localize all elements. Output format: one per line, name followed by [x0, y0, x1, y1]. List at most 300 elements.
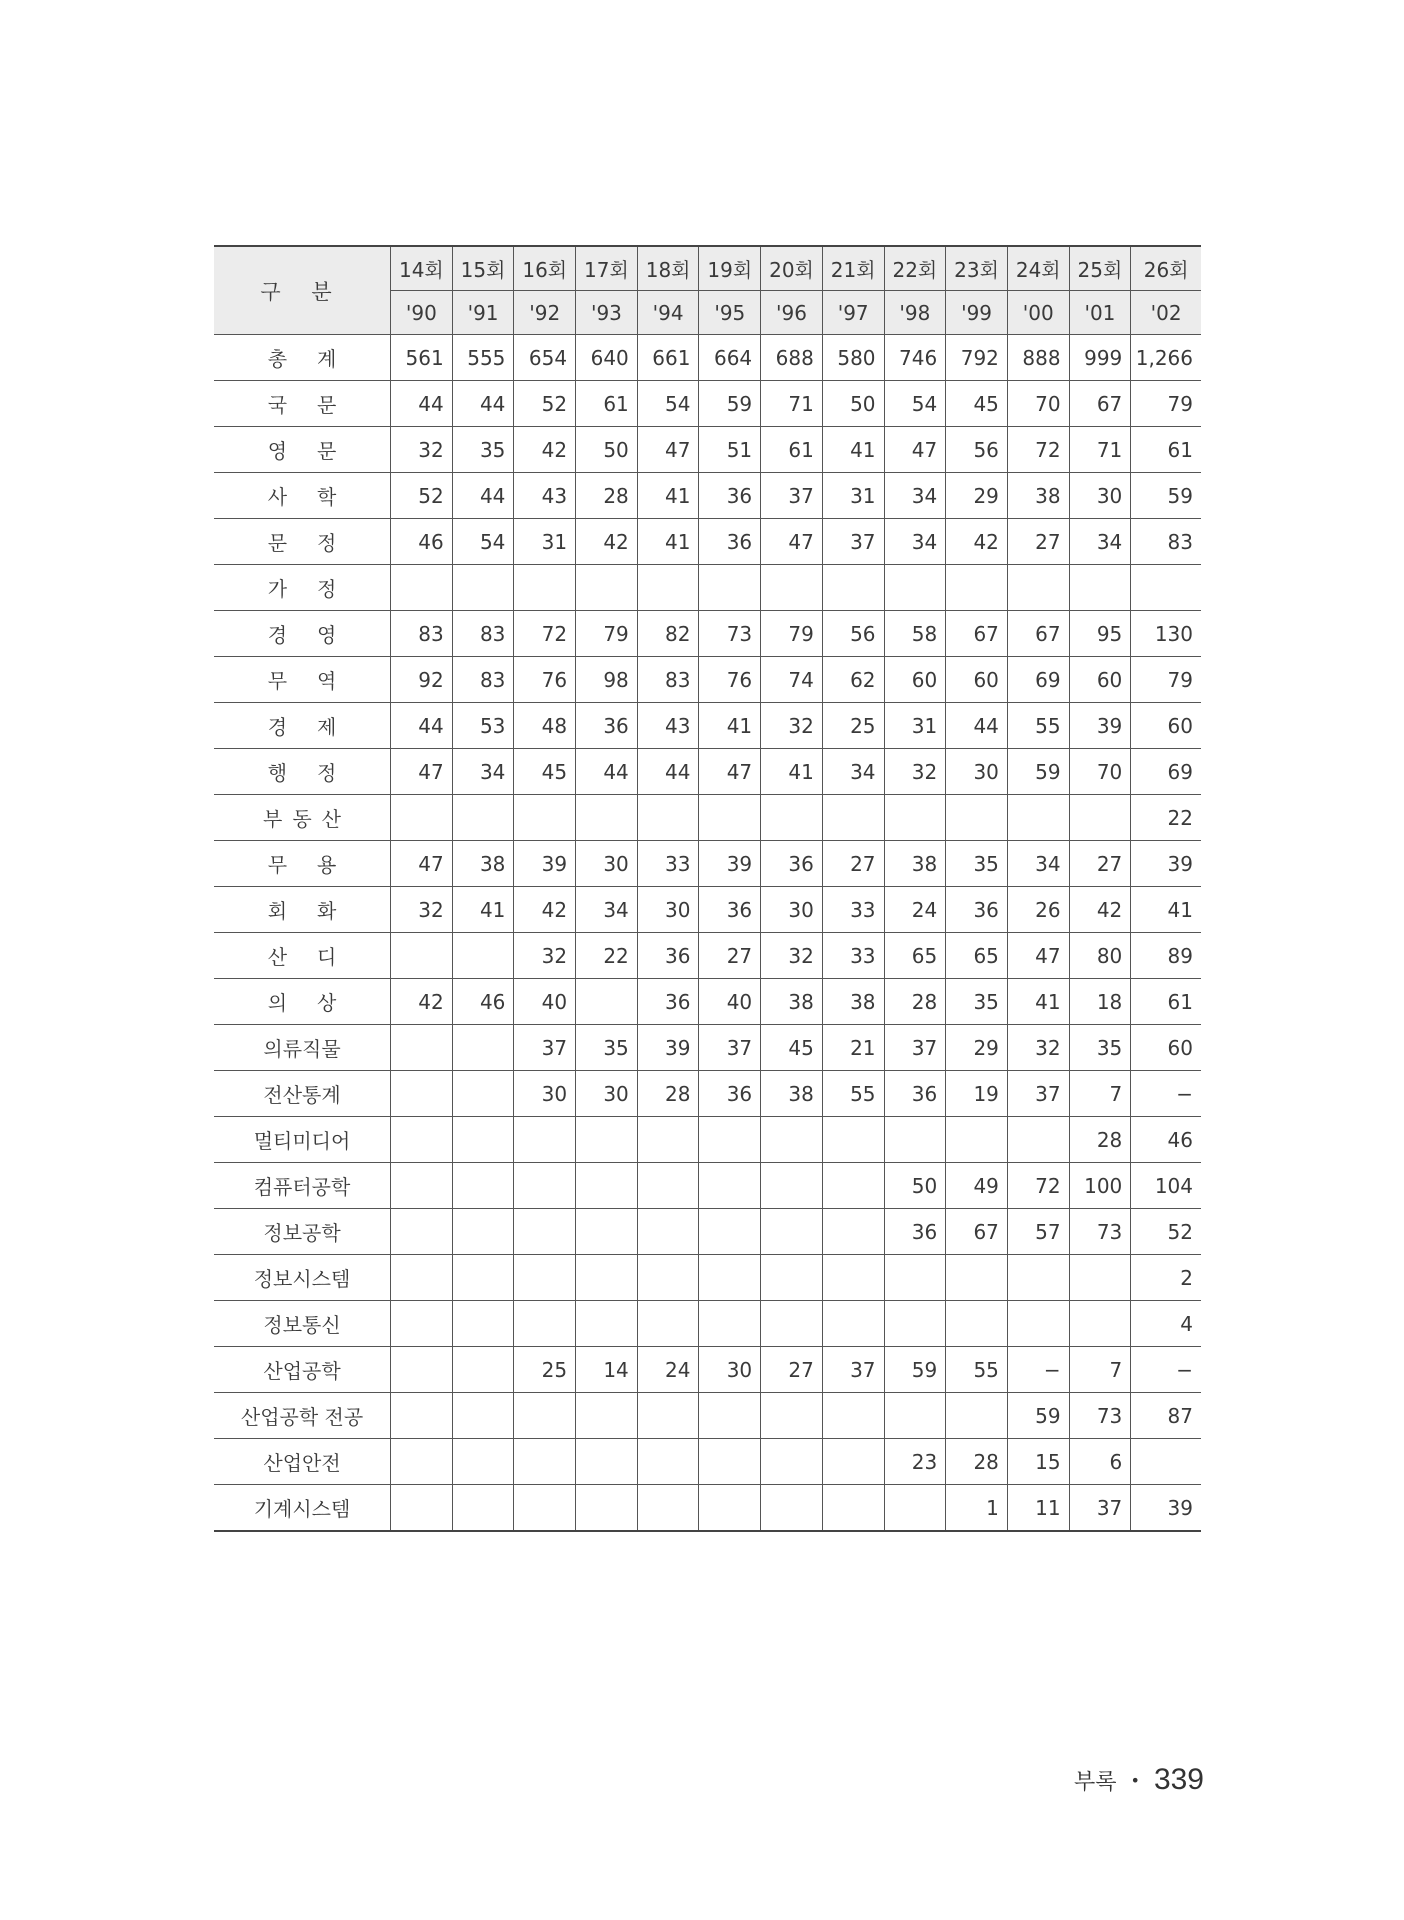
table-cell: 39 [1069, 703, 1131, 749]
table-cell: 27 [822, 841, 884, 887]
table-cell: 25 [822, 703, 884, 749]
table-cell: 46 [1131, 1117, 1201, 1163]
table-cell: 50 [822, 381, 884, 427]
table-cell: 35 [946, 841, 1008, 887]
row-label: 경영 [214, 611, 391, 657]
table-cell [822, 1439, 884, 1485]
table-cell: 25 [514, 1347, 576, 1393]
table-cell: 70 [1069, 749, 1131, 795]
table-cell [391, 1071, 453, 1117]
table-row [214, 611, 1201, 657]
table-cell [761, 1393, 823, 1439]
session-header: 16회 [514, 246, 576, 291]
table-cell: 53 [452, 703, 514, 749]
table-cell: 48 [514, 703, 576, 749]
table-cell: 95 [1069, 611, 1131, 657]
table-cell [576, 1163, 638, 1209]
table-cell: 59 [1131, 473, 1201, 519]
table-cell [884, 565, 946, 611]
session-header: 24회 [1007, 246, 1069, 291]
table-cell: 34 [1007, 841, 1069, 887]
table-cell: 47 [699, 749, 761, 795]
table-row [214, 1209, 1201, 1255]
table-cell: 44 [391, 703, 453, 749]
table-cell [514, 565, 576, 611]
table-cell [822, 1163, 884, 1209]
table-cell: 67 [946, 1209, 1008, 1255]
table-cell [761, 1209, 823, 1255]
table-cell [391, 1255, 453, 1301]
table-cell: 39 [637, 1025, 699, 1071]
table-cell: 29 [946, 473, 1008, 519]
table-cell [514, 1439, 576, 1485]
row-label: 총계 [214, 335, 391, 381]
table-cell [884, 795, 946, 841]
table-cell [391, 1347, 453, 1393]
table-cell [452, 1393, 514, 1439]
table-cell: 74 [761, 657, 823, 703]
table-cell [699, 1163, 761, 1209]
table-cell: 47 [637, 427, 699, 473]
table-cell: 35 [576, 1025, 638, 1071]
table-cell [1131, 565, 1201, 611]
table-cell: 52 [514, 381, 576, 427]
table-cell: 71 [1069, 427, 1131, 473]
table-cell: 73 [699, 611, 761, 657]
table-cell [391, 933, 453, 979]
year-header: '01 [1069, 291, 1131, 335]
table-cell: 36 [699, 473, 761, 519]
table-cell: 76 [514, 657, 576, 703]
category-header: 구 분 [214, 246, 391, 335]
table-row [214, 1255, 1201, 1301]
table-cell: 32 [1007, 1025, 1069, 1071]
table-cell: 33 [822, 887, 884, 933]
footer-separator: • [1130, 1771, 1140, 1790]
table-cell: 76 [699, 657, 761, 703]
table-cell [452, 1301, 514, 1347]
table-cell [514, 1117, 576, 1163]
table-cell: 83 [391, 611, 453, 657]
table-row [214, 795, 1201, 841]
year-header: '91 [452, 291, 514, 335]
table-cell: 45 [514, 749, 576, 795]
row-label: 정보공학 [214, 1209, 391, 1255]
table-cell: 72 [1007, 427, 1069, 473]
table-cell: 60 [1069, 657, 1131, 703]
table-row [214, 335, 1201, 381]
table-cell: 44 [637, 749, 699, 795]
table-cell [761, 1485, 823, 1532]
table-cell: 32 [761, 933, 823, 979]
table-cell: 42 [1069, 887, 1131, 933]
table-cell [1007, 1255, 1069, 1301]
table-cell: 555 [452, 335, 514, 381]
table-cell: 15 [1007, 1439, 1069, 1485]
table-cell: 38 [822, 979, 884, 1025]
table-cell: 33 [637, 841, 699, 887]
table-cell [452, 1163, 514, 1209]
table-cell: 55 [822, 1071, 884, 1117]
table-cell: 27 [761, 1347, 823, 1393]
table-row [214, 887, 1201, 933]
table-cell: 38 [884, 841, 946, 887]
table-cell: 33 [822, 933, 884, 979]
table-cell [822, 565, 884, 611]
table-cell: 37 [699, 1025, 761, 1071]
table-row [214, 519, 1201, 565]
table-cell: 7 [1069, 1071, 1131, 1117]
table-cell: 83 [637, 657, 699, 703]
table-cell [822, 1117, 884, 1163]
table-cell [637, 1117, 699, 1163]
table-cell [1007, 1301, 1069, 1347]
table-cell: 746 [884, 335, 946, 381]
table-cell: 65 [884, 933, 946, 979]
table-cell: 59 [699, 381, 761, 427]
table-cell: 26 [1007, 887, 1069, 933]
session-header: 20회 [761, 246, 823, 291]
table-cell: 47 [1007, 933, 1069, 979]
table-cell: 999 [1069, 335, 1131, 381]
table-cell: 580 [822, 335, 884, 381]
table-cell: 37 [822, 1347, 884, 1393]
table-cell: 11 [1007, 1485, 1069, 1532]
table-cell: 45 [946, 381, 1008, 427]
table-cell: 72 [1007, 1163, 1069, 1209]
table-cell [1131, 1439, 1201, 1485]
table-row [214, 933, 1201, 979]
session-header: 19회 [699, 246, 761, 291]
table-cell: 50 [884, 1163, 946, 1209]
table-cell [699, 1255, 761, 1301]
table-cell: 28 [884, 979, 946, 1025]
table-cell: 32 [391, 427, 453, 473]
table-cell: 83 [452, 611, 514, 657]
table-cell: 42 [514, 427, 576, 473]
table-cell: 34 [452, 749, 514, 795]
table-cell: 35 [452, 427, 514, 473]
table-cell: 4 [1131, 1301, 1201, 1347]
table-cell: 34 [884, 473, 946, 519]
session-header: 17회 [576, 246, 638, 291]
table-cell: 41 [1131, 887, 1201, 933]
table-cell [452, 1439, 514, 1485]
row-label: 산업안전 [214, 1439, 391, 1485]
row-label: 가정 [214, 565, 391, 611]
table-cell [452, 565, 514, 611]
table-cell: 6 [1069, 1439, 1131, 1485]
year-header: '96 [761, 291, 823, 335]
table-cell [452, 1347, 514, 1393]
table-cell: 36 [699, 887, 761, 933]
table-cell: 41 [637, 473, 699, 519]
table-cell [452, 1071, 514, 1117]
row-label: 무역 [214, 657, 391, 703]
table-cell: 49 [946, 1163, 1008, 1209]
table-cell: 42 [576, 519, 638, 565]
row-label: 산디 [214, 933, 391, 979]
table-cell [884, 1117, 946, 1163]
table-cell: 69 [1007, 657, 1069, 703]
table-cell: 55 [946, 1347, 1008, 1393]
table-cell [637, 795, 699, 841]
table-cell: 36 [699, 519, 761, 565]
table-cell: 37 [1069, 1485, 1131, 1532]
table-cell: 41 [452, 887, 514, 933]
table-cell: 67 [946, 611, 1008, 657]
table-cell [391, 1393, 453, 1439]
table-cell [391, 1025, 453, 1071]
table-row [214, 657, 1201, 703]
table-cell: 44 [576, 749, 638, 795]
row-label: 컴퓨터공학 [214, 1163, 391, 1209]
table-row [214, 1071, 1201, 1117]
table-cell [1069, 565, 1131, 611]
row-label: 회화 [214, 887, 391, 933]
table-cell [884, 1393, 946, 1439]
row-label: 의류직물 [214, 1025, 391, 1071]
table-cell [946, 1393, 1008, 1439]
table-cell: 36 [637, 979, 699, 1025]
table-cell: 561 [391, 335, 453, 381]
table-cell: 21 [822, 1025, 884, 1071]
table-cell: 62 [822, 657, 884, 703]
table-cell: 28 [637, 1071, 699, 1117]
table-cell [884, 1301, 946, 1347]
table-cell: 57 [1007, 1209, 1069, 1255]
table-cell: 32 [761, 703, 823, 749]
row-label: 경제 [214, 703, 391, 749]
row-label: 무용 [214, 841, 391, 887]
table-cell: 41 [761, 749, 823, 795]
table-cell: 22 [576, 933, 638, 979]
table-cell [637, 1439, 699, 1485]
table-cell [391, 795, 453, 841]
table-cell: 44 [452, 381, 514, 427]
table-cell [514, 1255, 576, 1301]
table-cell: 92 [391, 657, 453, 703]
table-cell: 28 [576, 473, 638, 519]
table-cell [637, 1255, 699, 1301]
table-cell [391, 1117, 453, 1163]
table-cell: 36 [884, 1209, 946, 1255]
table-cell: 44 [452, 473, 514, 519]
table-cell [576, 1485, 638, 1532]
table-cell: 60 [1131, 1025, 1201, 1071]
table-cell [699, 1301, 761, 1347]
session-header: 22회 [884, 246, 946, 291]
table-cell: 52 [1131, 1209, 1201, 1255]
table-cell [576, 1393, 638, 1439]
table-cell: 52 [391, 473, 453, 519]
table-cell: 28 [946, 1439, 1008, 1485]
table-cell [699, 1209, 761, 1255]
table-cell: 888 [1007, 335, 1069, 381]
table-cell [452, 1209, 514, 1255]
table-row [214, 473, 1201, 519]
table-cell [822, 1485, 884, 1532]
table-cell: 792 [946, 335, 1008, 381]
table-cell [452, 1025, 514, 1071]
session-header-row [214, 246, 1201, 291]
table-cell: 42 [391, 979, 453, 1025]
table-row [214, 381, 1201, 427]
session-header: 26회 [1131, 246, 1201, 291]
table-cell [576, 565, 638, 611]
table-cell: 73 [1069, 1209, 1131, 1255]
row-label: 전산통계 [214, 1071, 391, 1117]
table-cell [761, 1117, 823, 1163]
table-cell: 640 [576, 335, 638, 381]
table-cell: 36 [637, 933, 699, 979]
table-row [214, 1439, 1201, 1485]
table-cell: 56 [822, 611, 884, 657]
table-cell [637, 1485, 699, 1532]
table-cell [391, 1485, 453, 1532]
table-cell: 44 [391, 381, 453, 427]
table-cell [452, 933, 514, 979]
table-cell [1007, 565, 1069, 611]
row-label: 사학 [214, 473, 391, 519]
table-cell: 32 [884, 749, 946, 795]
table-cell [946, 565, 1008, 611]
table-cell: 39 [699, 841, 761, 887]
table-cell [822, 795, 884, 841]
row-label: 정보통신 [214, 1301, 391, 1347]
table-row [214, 979, 1201, 1025]
table-cell [637, 1209, 699, 1255]
table-cell: 67 [1007, 611, 1069, 657]
table-cell: 83 [452, 657, 514, 703]
page-footer [1074, 1763, 1204, 1797]
table-cell: 30 [761, 887, 823, 933]
table-cell: 19 [946, 1071, 1008, 1117]
table-cell: 73 [1069, 1393, 1131, 1439]
table-cell [391, 1163, 453, 1209]
table-cell: 45 [761, 1025, 823, 1071]
table-cell: 37 [761, 473, 823, 519]
table-cell [637, 1301, 699, 1347]
table-row [214, 1301, 1201, 1347]
table-cell: 661 [637, 335, 699, 381]
table-cell: 38 [452, 841, 514, 887]
row-label: 문정 [214, 519, 391, 565]
row-label: 산업공학 전공 [214, 1393, 391, 1439]
table-cell [452, 1117, 514, 1163]
session-header: 15회 [452, 246, 514, 291]
table-cell [761, 1163, 823, 1209]
table-cell: 30 [699, 1347, 761, 1393]
table-cell [761, 565, 823, 611]
table-cell: − [1131, 1347, 1201, 1393]
table-cell: 54 [637, 381, 699, 427]
year-header: '90 [391, 291, 453, 335]
table-cell: 37 [822, 519, 884, 565]
row-label: 멀티미디어 [214, 1117, 391, 1163]
table-cell: 24 [884, 887, 946, 933]
table-cell: 42 [946, 519, 1008, 565]
table-cell: 61 [1131, 427, 1201, 473]
table-cell: 47 [884, 427, 946, 473]
row-label: 정보시스템 [214, 1255, 391, 1301]
year-header: '02 [1131, 291, 1201, 335]
table-cell: 79 [1131, 381, 1201, 427]
table-cell: 38 [1007, 473, 1069, 519]
table-cell: 56 [946, 427, 1008, 473]
year-header: '99 [946, 291, 1008, 335]
table-cell: 46 [452, 979, 514, 1025]
table-cell [761, 795, 823, 841]
table-cell [391, 1439, 453, 1485]
table-cell [822, 1255, 884, 1301]
table-cell: 664 [699, 335, 761, 381]
table-cell [576, 1301, 638, 1347]
table-cell [884, 1255, 946, 1301]
table-cell [699, 795, 761, 841]
table-cell: 34 [576, 887, 638, 933]
table-cell: 61 [576, 381, 638, 427]
table-cell: 67 [1069, 381, 1131, 427]
table-cell: 36 [761, 841, 823, 887]
table-cell [391, 1209, 453, 1255]
year-header: '98 [884, 291, 946, 335]
table-cell [576, 1117, 638, 1163]
year-header: '97 [822, 291, 884, 335]
table-cell [946, 795, 1008, 841]
table-cell: 30 [637, 887, 699, 933]
table-cell [514, 1301, 576, 1347]
table-cell: 30 [576, 1071, 638, 1117]
table-cell: 39 [1131, 841, 1201, 887]
table-row [214, 1025, 1201, 1071]
session-header: 21회 [822, 246, 884, 291]
table-cell: 60 [946, 657, 1008, 703]
table-cell: 31 [884, 703, 946, 749]
table-cell: 38 [761, 979, 823, 1025]
table-cell [576, 979, 638, 1025]
table-cell: 61 [1131, 979, 1201, 1025]
table-header [214, 246, 1201, 335]
table-cell: 34 [822, 749, 884, 795]
table-row [214, 565, 1201, 611]
row-label: 국문 [214, 381, 391, 427]
table-cell: 40 [514, 979, 576, 1025]
table-cell: 87 [1131, 1393, 1201, 1439]
table-cell: 36 [946, 887, 1008, 933]
table-cell [1007, 795, 1069, 841]
table-cell [514, 1393, 576, 1439]
table-cell: 38 [761, 1071, 823, 1117]
row-label: 기계시스템 [214, 1485, 391, 1532]
table-cell [946, 1301, 1008, 1347]
table-cell: 1,266 [1131, 335, 1201, 381]
table-cell: 27 [1069, 841, 1131, 887]
table-cell: 51 [699, 427, 761, 473]
table-cell: 34 [884, 519, 946, 565]
table-cell: 79 [1131, 657, 1201, 703]
table-cell: 39 [514, 841, 576, 887]
table-cell: 46 [391, 519, 453, 565]
table-cell [514, 1485, 576, 1532]
table-cell: 54 [884, 381, 946, 427]
table-cell [1069, 795, 1131, 841]
table-row [214, 749, 1201, 795]
table-cell [514, 795, 576, 841]
table-cell: 688 [761, 335, 823, 381]
table-cell [761, 1255, 823, 1301]
table-cell: 36 [699, 1071, 761, 1117]
